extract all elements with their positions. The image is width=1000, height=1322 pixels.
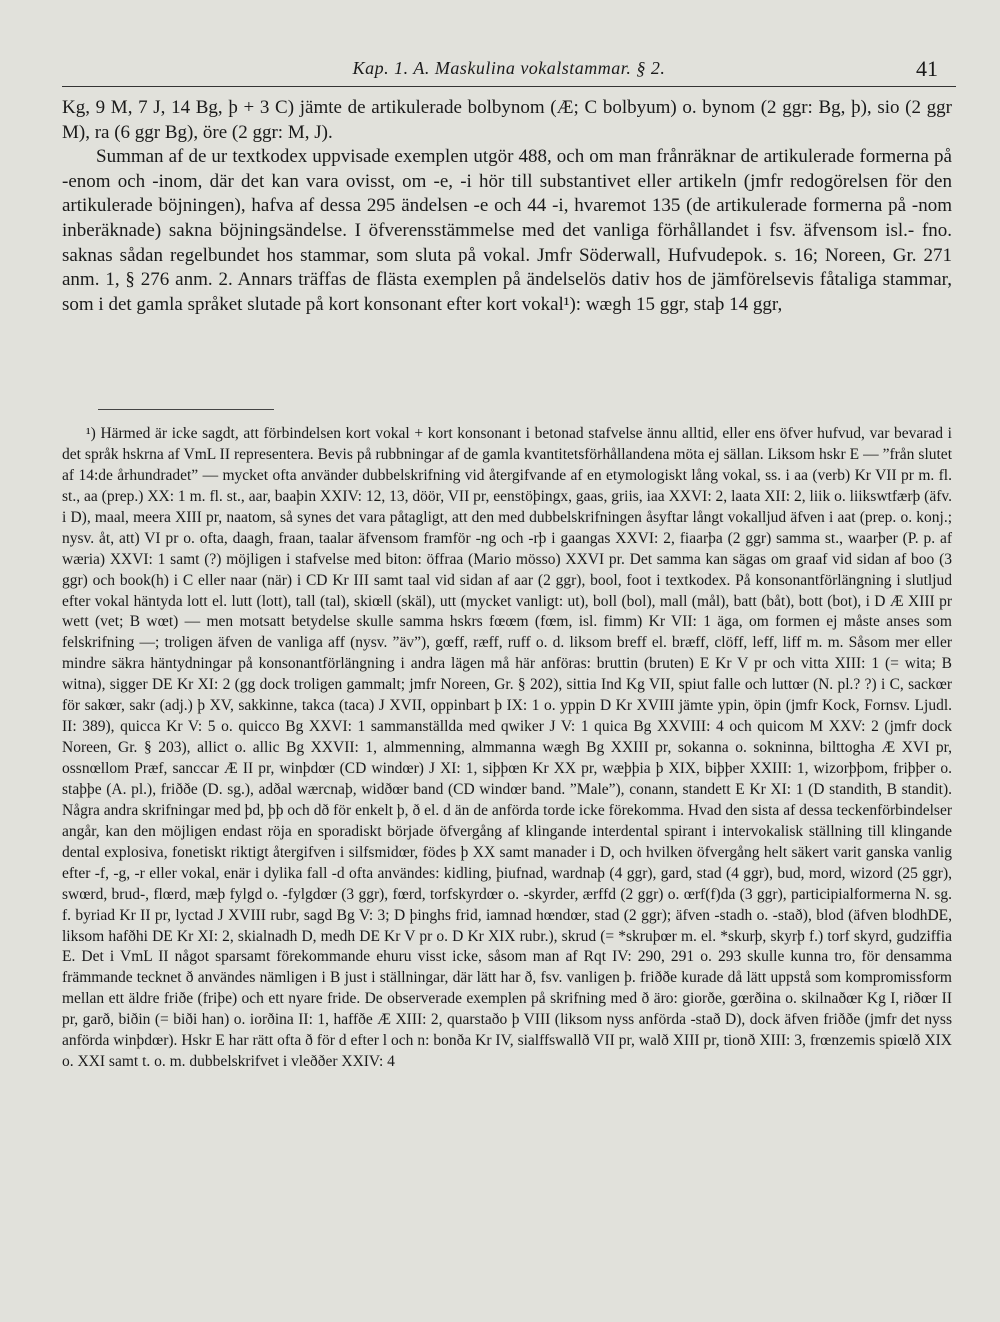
footnote-rule (98, 409, 274, 410)
main-text (62, 96, 952, 317)
page-number: 41 (916, 56, 938, 81)
page-header (62, 56, 956, 87)
footnote-text: ¹) Härmed är icke sagdt, att förbindelsen kort vokal + kort konsonant i betonad stafvelse ännu alltid, eller ens öfver hufvud, var bevarad i det språk hskrna af VmL II representera. Bevis på rubbningar af de gamla kvantitetsförhållandena möta ej sällan. Liksom hskr E — ”från slutet af 14:de århundradet” — mycket ofta använder dubbelskrifning vid återgifvande af en etymologiskt lång vokal, ss. i aa (verb) Kr VII pr m. fl. st., aa (prep.) XX: 1 m. fl. st., aar, baaþin XXIV: 12, 13, döör, VII pr, eenstöþingx, gaas, griis, iaa XXVI: 2, laata XII: 2, liik o. liikswtfærþ (äfv. i D), maal, meera XIII pr, naatom, så synes det vara påtagligt, att den med dubbelskrifningen åsyftar långt vokalljud äfven i aat (prep. o. konj.; nysv. åt, att) VI pr o. ofta, daagh, fraan, taalar äfvensom framför -ng och -rþ i gaangas XXVI: 2, fiaarþa (2 ggr) samma st., waarþer (P. p. af wæria) XXVI: 1 samt (?) möjligen i stafvelse med biton: öffraa (Mario mösso) XXVI pr. Det samma kan sägas om graaf vid sidan af boo (3 ggr) och book(h) i C eller naar (när) i CD Kr III samt taal vid sidan af aar (2 ggr), bool, foot i textkodex. På konsonantförlängning i slutljud efter vokal häntyda lott el. lutt (lott), tall (tal), skiœll (skäl), utt (mycket vanligt: ut), boll (bol), mall (mål), batt (båt), bott (bot), i D Æ XIII pr wett (vet; B wœt) — men motsatt betydelse skulle samma hskrs fœœm (fœm, isl. fimm) Kr VII: 1 äga, om formen ej måste anses som felskrifning —; troligen äfven de vanliga aff (nysv. ”äv”), gœff, ræff, ruff o. d. liksom breff el. bræff, clöff, leff, liff m. m. Såsom mer eller mindre säkra häntydningar på konsonantförlängning i andra lägen må här anföras: bruttin (bruten) E Kr V pr och vitta XIII: 1 (= wita; B witna), sigger DE Kr XI: 2 (gg dock troligen gammalt; jmfr Noreen, Gr. § 202), sittia Ind Kg VII, spiut falle och luttœr (N. pl.? ?) i C, sackœr för sakœr, sakr (adj.) þ XV, sakkinne, takca (taca) J XVII, oppinbart þ IX: 1 o. yppin D Kr XVIII jämte ypin, öpin (jmfr Kock, Fornsv. Ljudl. II: 389), quicca Kr V: 5 o. quicco Bg XXVI: 1 sammanställda med qwiker J V: 1 quica Bg XXVIII: 4 och quicom M XXV: 2 (jmfr dock Noreen, Gr. § 203), allict o. allic Bg XXVII: 1, almmenning, almmanna wægh Bg XXIII pr, sokanna o. sokninna, bilttogha Æ XVI pr, ossnœllom Præf, sanccar Æ II pr, winþdœr (CD windœr) J XI: 1, siþþœn Kr XX pr, wæþþia þ XIX, biþþer XXIII: 1, wizorþþom, friþþer o. staþþe (A. pl.), friððe (D. sg.), adðal wærcnaþ, widðœr band (CD windœr band. ”Male”), conann, standett E Kr XI: 1 (D standith, B standit). Några andra skrifningar med þd, þþ och dð för enkelt þ, ð el. d än de anförda torde icke förekomma. Hvad den sista af dessa teckenförbindelser angår, kan den möjligen endast röja en sporadiskt började öfvergång af klingande interdental spirant i intervokalisk ställning till klingande dental explosiva, fonetiskt riktigt återgifven i silfsmidœr, födes þ XX samt manader i D, och hvilken öfvergång helt säkert varit ganska vanlig efter -f, -g, -r eller vokal, enär i dylika fall -d ofta användes: kidling, þiufnad, wardnaþ (4 ggr), gard, stad (4 ggr), bud, mord, wizord (25 ggr), swœrd, brud-, flœrd, mæþ fylgd o. -fylgdœr (3 ggr), fœrd, torfskyrdœr o. -skyrder, ærffd (2 ggr) o. œrf(f)da (3 ggr), participialformerna N. sg. f. byriad Kr II pr, lyctad J XVIII rubr, sagd Bg V: 3; D þinghs frid, iamnad hœndœr, stad (2 ggr); äfven -stadh o. -stað), blod (äfven blodhDE, liksom hafðhi DE Kr XI: 2, skialnadh D, medh DE Kr V pr o. D Kr XIX rubr.), skrud (= *skruþœr m. el. *skurþ, skyrþ f.) torf skyrd, gudziffia E. Det i VmL II något sparsamt förekommande ehuru visst icke, såsom man af Rqt IV: 290, 291 o. 293 skulle kunna tro, för densamma främmande tecknet ð användes nämligen i B just i ställningar, där lätt har ð, fsv. vanligen þ. friððe kurade då lätt uppstå som kompromissform mellan ett äldre friðe (friþe) och ett nyare fride. De observerade exemplen på skrifning med ð äro: giorðe, gœrðina o. skilnaðœr Kg I, riðœr II pr, garð, biðin (= biði han) o. iorðina II: 1, haffðe Æ XIII: 2, quarstaðo þ VIII (liksom nyss anförda -stað D), dock äfven friððe (jmfr det nyss anförda winþdœr). Hskr E har rätt ofta ð för d efter l och n: bonða Kr IV, sialffswallð VII pr, walð XIII pr, tionð XIII: 3, frœnzemis spiœlð XIX o. XXI samt t. o. m. dubbelskrifvet i vleððer XXIV: 4 (62, 425, 952, 1071)
paragraph: Kg, 9 M, 7 J, 14 Bg, þ + 3 C) jämte de artikulerade bolbynom (Æ; C bolbyum) o. bynom (2 ggr: Bg, þ), sio (2 ggr M), ra (6 ggr Bg), öre (2 ggr: M, J). (62, 97, 952, 143)
footnote (62, 424, 952, 1073)
running-title: Kap. 1. A. Maskulina vokalstammar. § 2. (352, 58, 666, 78)
paragraph: Summan af de ur textkodex uppvisade exemplen utgör 488, och om man frånräknar de artikulerade formerna på -enom och -inom, där det kan vara ovisst, om -e, -i hör till substantivet eller artikeln (jmfr redogörelsen för den artikulerade böjningen), hafva af dessa 295 ändelsen -e och 44 -i, hvaremot 135 (de artikulerade formerna på -nom inberäknade) sakna böjningsändelse. I öfverensstämmelse med det vanliga förhållandet i fsv. äfvensom isl.- fno. saknas sådan regelbundet hos stammar, som sluta på vokal. Jmfr Söderwall, Hufvudepok. s. 16; Noreen, Gr. 271 anm. 1, § 276 anm. 2. Annars träffas de flästa exemplen på ändelselös dativ hos de jämförelsevis fåtaliga stammar, som i det gamla språket slutade på kort konsonant efter kort vokal¹): wægh 15 ggr, staþ 14 ggr, (62, 146, 952, 315)
